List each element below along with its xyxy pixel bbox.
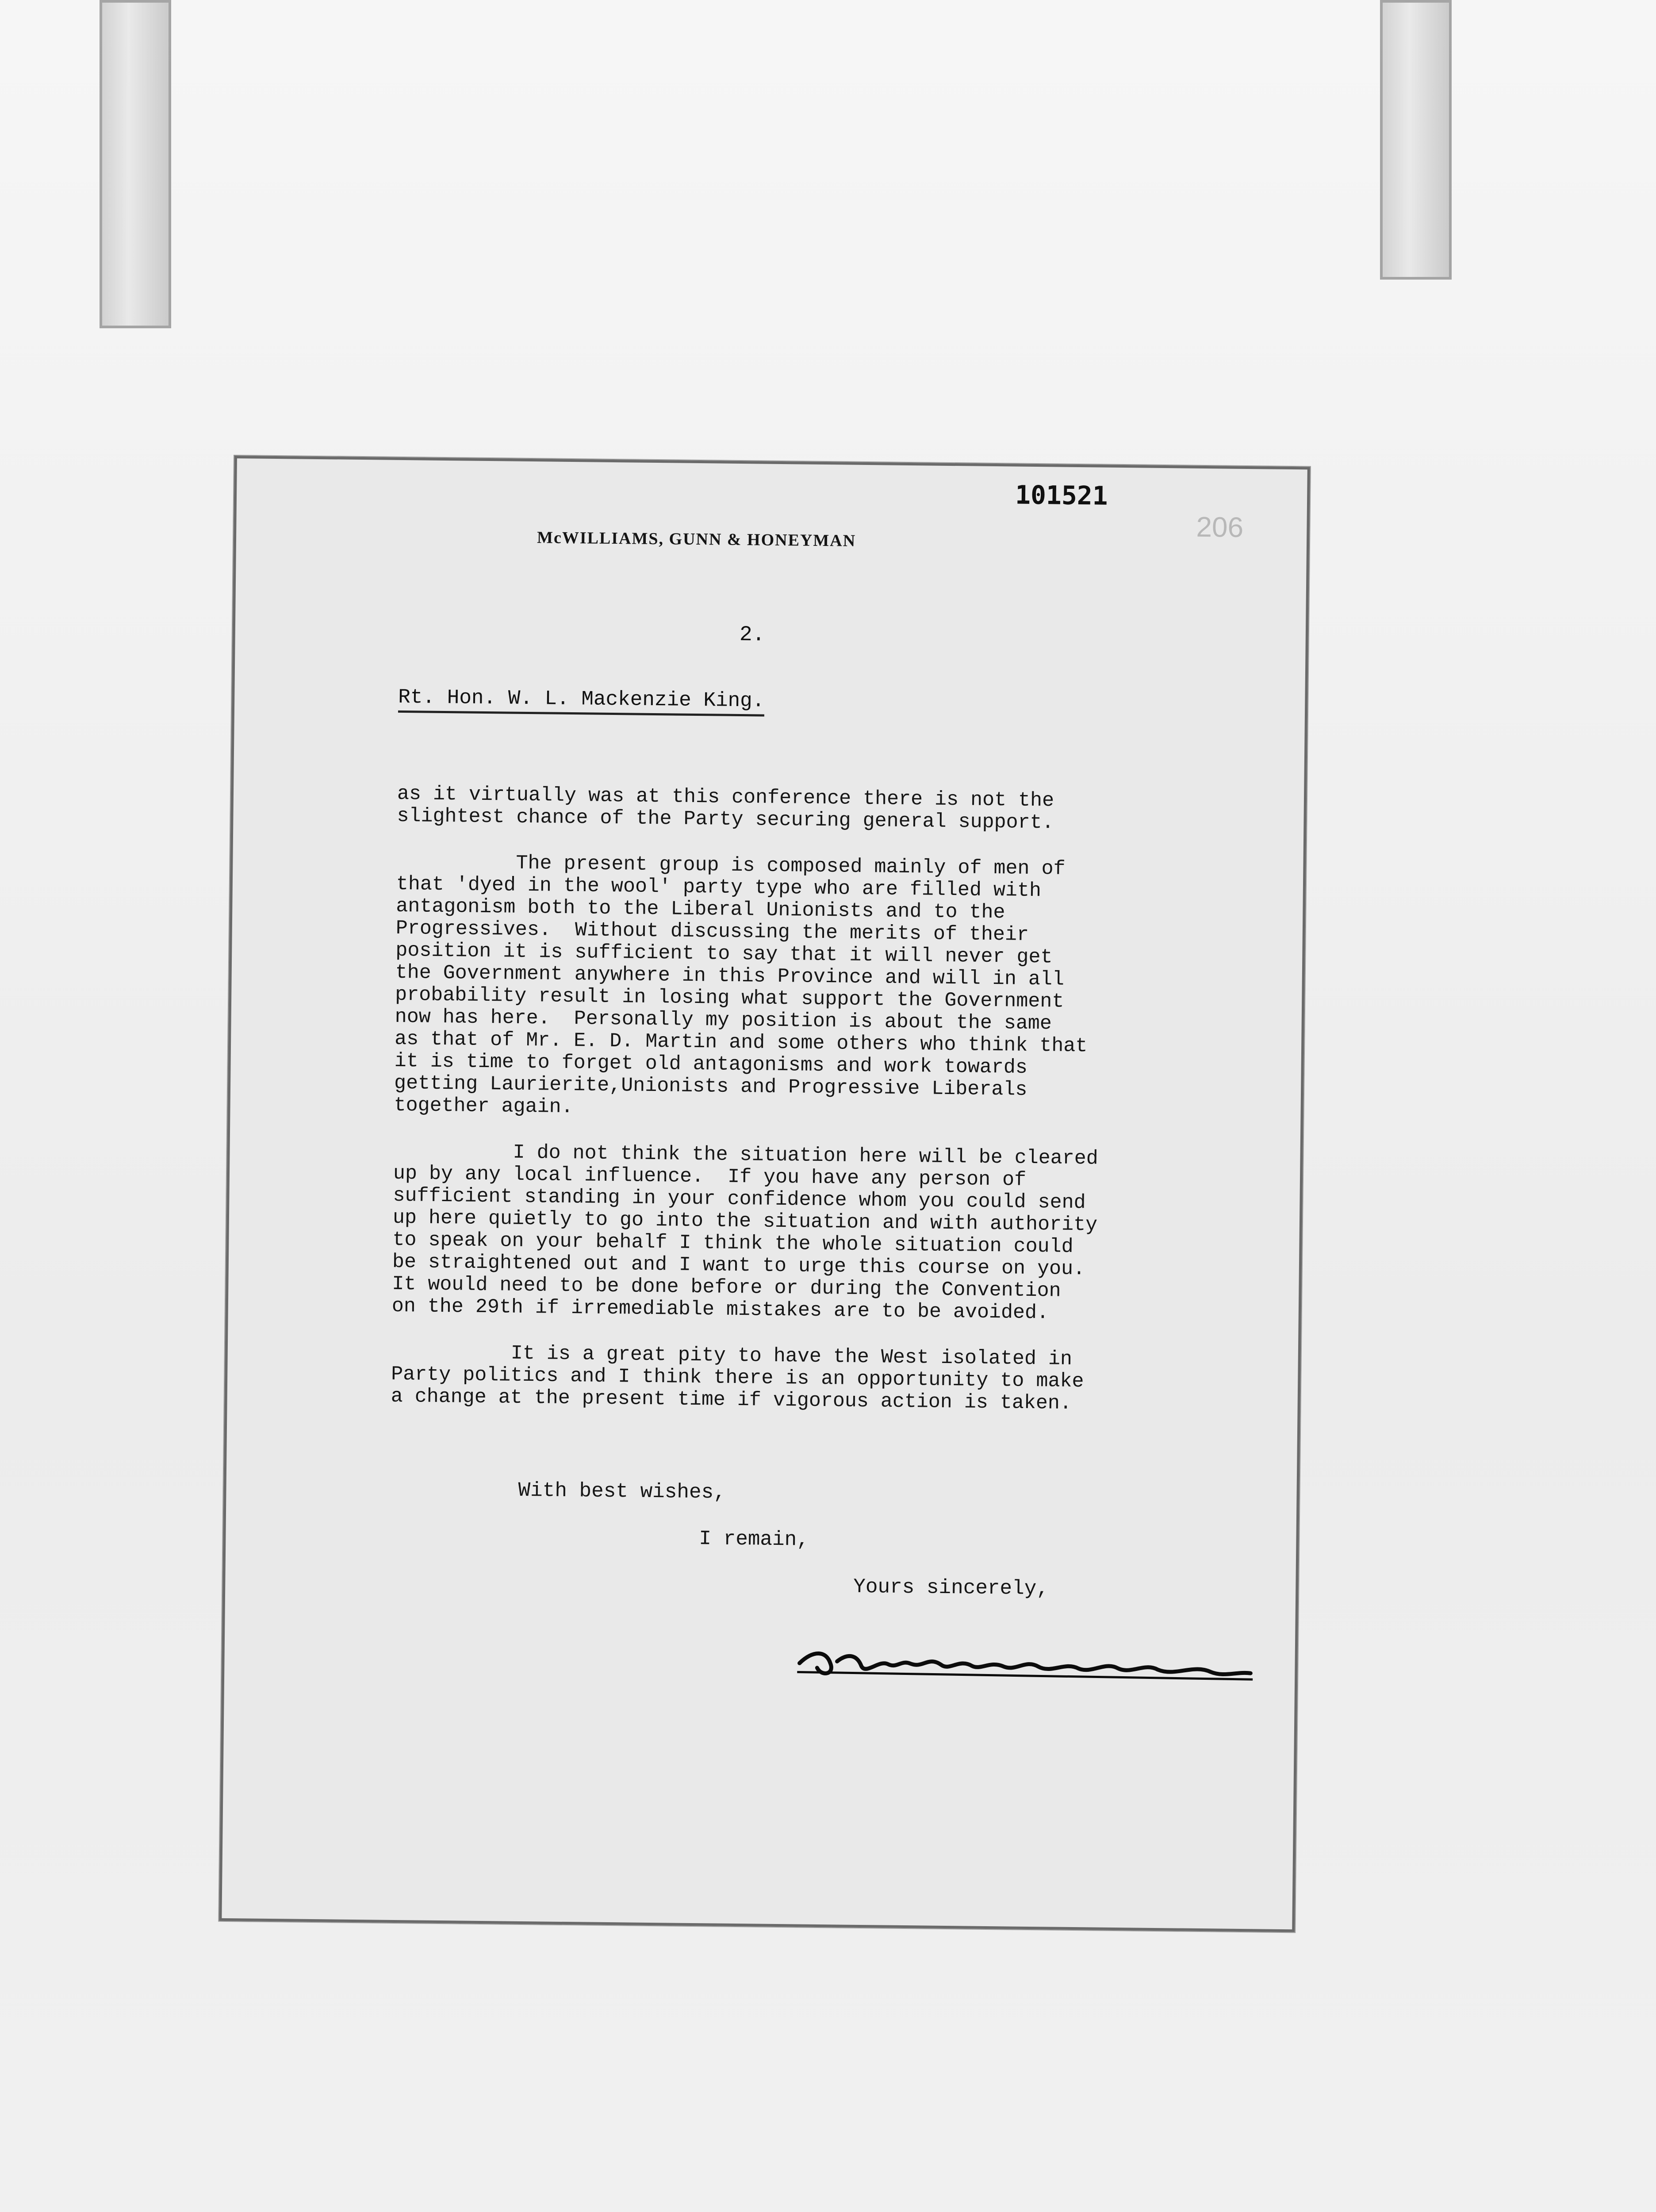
paragraph: as it virtually was at this conference there is not the slightest chance of the Party securing general support.	[397, 782, 1054, 834]
closing-yours: Yours sincerely,	[853, 1575, 1049, 1601]
handwritten-signature	[795, 1632, 1255, 1694]
closing-remain: I remain,	[699, 1527, 809, 1551]
letterhead: McWILLIAMS, GUNN & HONEYMAN	[537, 528, 856, 550]
paragraph: It is a great pity to have the West isolated in Party politics and I think there is an opportunity to make a change at the present time if vigorous action is taken.	[391, 1340, 1084, 1415]
mounting-tape-top-left	[100, 0, 171, 328]
letter-page	[219, 456, 1310, 1932]
mounting-tape-top-right	[1380, 0, 1452, 280]
recipient-line: Rt. Hon. W. L. Mackenzie King.	[398, 686, 765, 717]
page-number: 2.	[739, 622, 765, 647]
reference-number: 101521	[1015, 480, 1108, 511]
closing-wishes: With best wishes,	[518, 1479, 726, 1504]
folio-number: 206	[1196, 511, 1244, 543]
letter-body	[391, 783, 1215, 1440]
paragraph: The present group is composed mainly of men of that 'dyed in the wool' party type who are filled with antagonism both to the Liberal Unionists and to the Progressives. Without discussing the merits of their position it is sufficient to say that it will never get the Government anywhere in this Province and will in all probability result in losing what support the Government now has here. Personally my position is about the same as that of Mr. E. D. Martin and some others who think that it is time to forget old antagonisms and work towards getting Laurierite,Unionists and Progressive Liberals together again.	[394, 850, 1088, 1119]
paragraph: I do not think the situation here will be cleared up by any local influence. If you have any person of sufficient standing in your confidence whom you could send up here quietly to go into the situation and with authority to speak on your behalf I think the whole situation could be straightened out and I want to urge this course on you. It would need to be done before or during the Convention on the 29th if irremediable mistakes are to be avoided.	[391, 1140, 1098, 1325]
